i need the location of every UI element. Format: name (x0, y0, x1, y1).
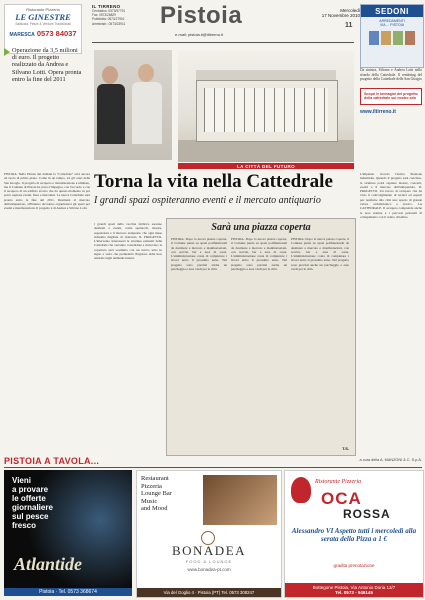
side-note-text: Da sinistra, Silvano e Andrea Lotti nello sfondo della Cattedrale. Il rendering del progetto della Cattedrale delle San Giorgio (360, 68, 422, 82)
boxed-article-body: PISTOIA. Dopo la nuova piazza coperta, il Comune punta su spazi polifunzionali da destinare a mercato e manifestazioni, con servizi, bar e aree di sosta. L'amministrazione conta di completare i lavori entro il prossimo anno. Nel progetto sono previsti anche un parcheggio e aree verdi per la città. (171, 237, 227, 272)
bonadea-phone: Tel. 0573 308247 (221, 590, 255, 595)
bonadea-line-2: Pizzeria (141, 482, 162, 490)
atlantide-footer: Pistoia · Tel. 0573 368674 (4, 588, 132, 596)
side-note (360, 68, 422, 115)
bonadea-line-5: and Mood (141, 505, 168, 512)
oca-rossa-goose-icon (291, 477, 311, 503)
bonadea-photo (203, 475, 277, 525)
date-weekday: Mercoledì (340, 8, 360, 13)
left-ad-line3: Salsiccia, Pesce & Verdure Tradizionali (15, 22, 71, 26)
oca-rossa-address: Bottegone Pistoia, Via Antonio Doria 13/7 (312, 584, 396, 590)
article-headline: Torna la vita nella Cattedrale (94, 171, 333, 192)
oca-rossa-sub: gradita prenotazione (333, 563, 375, 568)
left-ad-line2: LE GINESTRE (15, 12, 71, 22)
bonadea-ad (136, 470, 282, 598)
bonadea-footer (137, 588, 281, 597)
bonadea-line-3: Lounge Bar (141, 490, 172, 497)
pistoia-tavola-banner: PISTOIA A TAVOLA... (4, 456, 100, 466)
oca-rossa-name-1: OCA (321, 489, 362, 508)
side-note-promo-box (360, 88, 422, 105)
oca-rossa-name-2: ROSSA (343, 507, 391, 521)
contacts-row-4: Amministr.: 0573/23911 (92, 21, 126, 26)
article-body-left: PISTOIA. Nella Pistoia del domani la "Cattedrale" avrà ancora un ruolo di primo piano. Come in un tempo, tra gli orari della San Giorgio. Il progetto di recupero e ristrutturazione è ultimato, ma il Comune di Pistoia ha preso l'impegno, con l'accordo e con il recupero di un edificio storico che da questo momento in poi potrà ospitare eventi, fiere e mercatini. La nuova Cattedrale sarà pronta entro la fine del 2011. Destinata al mercato dell'antiquariato, all'interno dovranno organizzarsi gli spazi per eventi e manifestazioni. Il progetto è di Andrea e Silvano Lotti. (4, 172, 90, 211)
page-number: 11 (345, 22, 353, 29)
atlantide-line-2: a provare (12, 485, 49, 494)
boxed-article-body-2: PISTOIA. Dopo la nuova piazza coperta, il Comune punta su spazi polifunzionali da destinare a mercato e manifestazioni, con servizi, bar e aree di sosta. L'amministrazione conta di completare i lavori entro il prossimo anno. Nel progetto sono previsti anche un parcheggio e aree verdi per la città. (231, 237, 287, 272)
portrait-photo (94, 50, 172, 160)
bonadea-tagline: FOOD & LOUNGE (185, 559, 233, 564)
right-ad-line-1: ARREDAMENTI (379, 19, 405, 23)
contacts-row-2: Fax: 0573/26829 (92, 13, 116, 18)
right-ad-brand: SEDONI (375, 6, 409, 16)
pistoia-tavola-caption: a cura della A. MANZONI & C. S.p.A. (359, 458, 422, 462)
boxed-article-byline: T.S. (342, 446, 349, 451)
contacts-label: IL TIRRENO (92, 4, 121, 9)
atlantide-line-3: le offerte (12, 494, 46, 503)
atlantide-name: Atlantide (14, 554, 83, 574)
side-note-promo: Scopri le immagini del progetto della cattedrale sul nostro sito (364, 91, 418, 101)
left-ad-phone-number: 0573 84037 (36, 29, 77, 38)
left-ad-line1: Ristorante Pizzeria (26, 7, 60, 12)
boxed-article-title: Sarà una piazza coperta (211, 222, 311, 233)
callout-box (4, 47, 82, 101)
oca-rossa-top: Ristorante Pizzeria (315, 479, 362, 485)
article-body-mid: i grandi spazi della vecchia fabbrica saranno destinati a eventi, come spettacoli, mostre, esposizioni e il mercato antiquario che ogni mese richiama migliaia di visitatori. IL PROGETTO. L'intervento interesserà le strutture esistenti della Cattedrale che verranno consolidate e rinnovate; la copertura sarà sostituita con un nuovo tetto in legno e vetro che permetterà l'ingresso della luce naturale negli ambienti interni. (94, 222, 162, 261)
header-rule (92, 42, 354, 43)
atlantide-line-1: Vieni (12, 476, 31, 485)
bonadea-url[interactable]: www.bonadea-pt.com (187, 567, 231, 572)
rendering-photo (178, 50, 354, 162)
article-body-right: L'impianto ricorda l'antica funzione industriale. Quando il progetto sarà concluso, la struttura potrà ospitare mostre, concerti, eventi e il mercato dell'antiquariato. IL PROGETTO. Un lavoro di recupero che ha visto il coinvolgimento di tecnici ed esperti per restituire alla città uno spazio di grande valore architettonico e storico. LA CATTEDRALE. Il recupero comprende anche le aree esterne e i percorsi pedonali di collegamento con il centro cittadino. (360, 172, 422, 219)
header-right-ad (360, 4, 424, 68)
left-ad-phone (5, 29, 81, 38)
contacts-row-1: Centralino: 0573/97791 (92, 9, 126, 13)
boxed-article (166, 218, 356, 456)
callout-arrow-icon (4, 48, 10, 56)
header-date (312, 8, 360, 18)
oca-rossa-promo: Alessandro VI Aspetto tutti i mercoledì alla serata della Pizza a 1 € (291, 527, 417, 543)
bonadea-name: BONADEA (171, 543, 247, 558)
bonadea-lines (141, 475, 201, 513)
oca-rossa-ad (284, 470, 424, 598)
atlantide-text (12, 476, 53, 530)
callout-text: Operazione da 3,5 milioni di euro. Il progetto realizzato da Andrea e Silvano Lotti. Opera pronta entro la fine del 2011 (12, 47, 82, 83)
atlantide-line-5: sul pesce (12, 512, 49, 521)
left-ad-place: MARESCA (9, 32, 35, 38)
header-contacts (92, 4, 152, 26)
date-full: 17 Novembre 2010 (321, 13, 360, 18)
header-email: e-mail: pistoia.it@iltirreno.it (175, 32, 224, 37)
right-ad-brand-bar (361, 5, 423, 17)
section-title: Pistoia (160, 2, 243, 29)
ads-rule (4, 467, 422, 468)
contacts-row-3: Pubblicità: 0573/27901 (92, 17, 125, 22)
bonadea-line-1: Restaurant (141, 475, 169, 482)
bonadea-line-4: Music (141, 497, 158, 505)
atlantide-ad (4, 470, 132, 596)
atlantide-line-4: giornaliere (12, 503, 53, 512)
side-note-url[interactable]: www.iltirreno.it (360, 108, 396, 115)
atlantide-line-6: fresco (12, 521, 37, 530)
article-subheadline: I grandi spazi ospiteranno eventi e il mercato antiquario (94, 195, 321, 206)
bonadea-address: Via del Goglio 4 · Pistoia (PT) (163, 590, 221, 595)
oca-rossa-phone: Tel. 0573 - 946145 (335, 590, 373, 595)
right-ad-swatches (361, 31, 423, 45)
article-kicker: LA CITTÀ DEL FUTURO (178, 163, 354, 169)
boxed-article-body-3: PISTOIA. Dopo la nuova piazza coperta, il Comune punta su spazi polifunzionali da destinare a mercato e manifestazioni, con servizi, bar e aree di sosta. L'amministrazione conta di completare i lavori entro il prossimo anno. Nel progetto sono previsti anche un parcheggio e aree verdi per la città. (291, 237, 349, 272)
oca-rossa-footer (285, 583, 423, 597)
right-ad-line-2: VIA ... PISTOIA (379, 23, 405, 27)
